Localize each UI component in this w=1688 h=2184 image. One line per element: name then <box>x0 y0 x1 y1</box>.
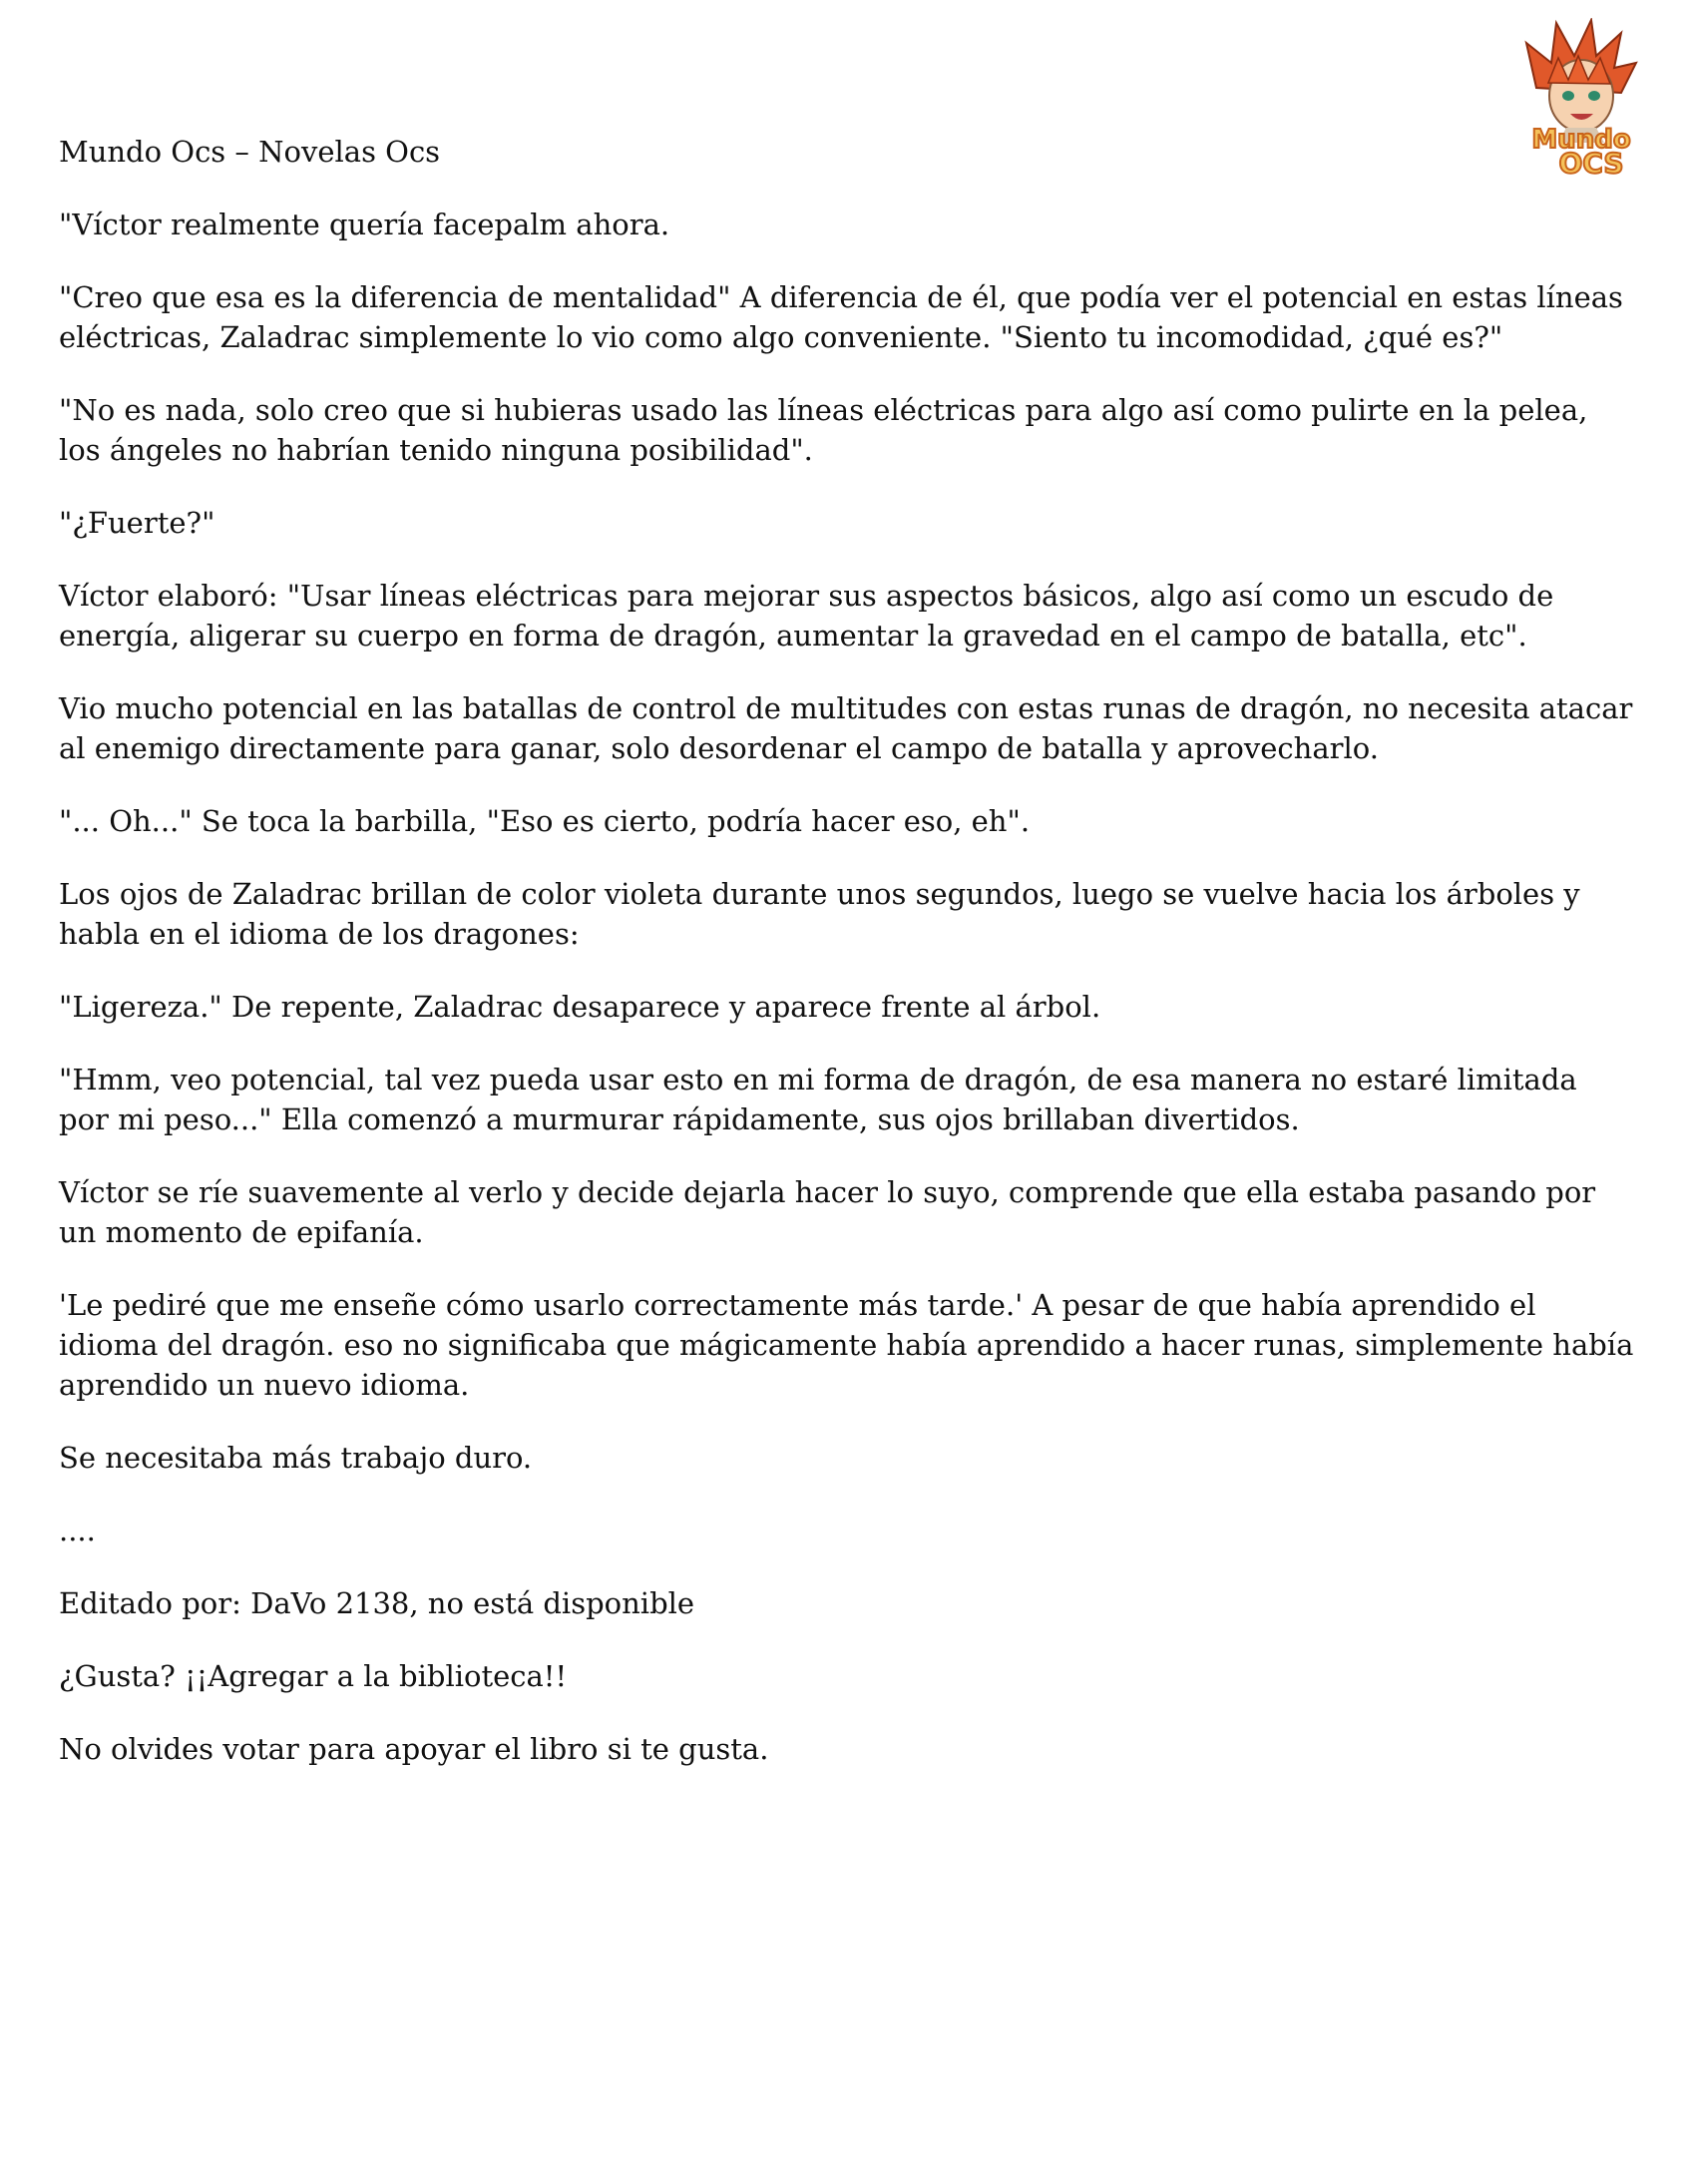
paragraph: Se necesitaba más trabajo duro. <box>59 1441 533 1475</box>
paragraph: "Hmm, veo potencial, tal vez pueda usar esto en mi forma de dragón, de esa manera no estaré limitada por mi peso..." Ella comenzó a murmurar rápidamente, sus ojos brillaban divertidos. <box>59 1063 1586 1136</box>
paragraph: "Víctor realmente quería facepalm ahora. <box>59 208 670 241</box>
paragraph: Editado por: DaVo 2138, no está disponible <box>59 1586 695 1620</box>
paragraph: .... <box>59 1514 96 1547</box>
paragraph: ¿Gusta? ¡¡Agregar a la biblioteca!! <box>59 1659 568 1693</box>
document-page <box>59 132 1643 1802</box>
document-body <box>59 205 1643 1769</box>
paragraph: Víctor se ríe suavemente al verlo y decide dejarla hacer lo suyo, comprende que ella estaba pasando por un momento de epifanía. <box>59 1175 1605 1249</box>
paragraph: "No es nada, solo creo que si hubieras usado las líneas eléctricas para algo así como pulirte en la pelea, los ángeles no habrían tenido ninguna posibilidad". <box>59 393 1597 467</box>
paragraph: "Creo que esa es la diferencia de mentalidad" A diferencia de él, que podía ver el potencial en estas líneas eléctricas, Zaladrac simplemente lo vio como algo conveniente. "Siento tu incomodidad, ¿qué es?" <box>59 280 1633 354</box>
paragraph: "Ligereza." De repente, Zaladrac desaparece y aparece frente al árbol. <box>59 990 1101 1024</box>
paragraph: "¿Fuerte?" <box>59 506 215 540</box>
logo-text-ocs: OCS <box>1558 147 1624 178</box>
logo-text-mundo: Mundo <box>1531 125 1631 155</box>
paragraph: Vio mucho potencial en las batallas de control de multitudes con estas runas de dragón, no necesita atacar al enemigo directamente para ganar, solo desordenar el campo de batalla y aprovecharlo. <box>59 691 1642 765</box>
paragraph: Víctor elaboró: "Usar líneas eléctricas para mejorar sus aspectos básicos, algo así como un escudo de energía, aligerar su cuerpo en forma de dragón, aumentar la gravedad en el campo de batalla, etc". <box>59 579 1563 653</box>
paragraph: Los ojos de Zaladrac brillan de color violeta durante unos segundos, luego se vuelve hacia los árboles y habla en el idioma de los dragones: <box>59 877 1589 951</box>
paragraph: No olvides votar para apoyar el libro si te gusta. <box>59 1732 769 1766</box>
paragraph: "... Oh..." Se toca la barbilla, "Eso es cierto, podría hacer eso, eh". <box>59 804 1031 838</box>
paragraph: 'Le pediré que me enseñe cómo usarlo correctamente más tarde.' A pesar de que había aprendido el idioma del dragón. eso no significaba que mágicamente había aprendido a hacer runas, simplemente había aprendido un nuevo idioma. <box>59 1288 1643 1402</box>
document-header: Mundo Ocs – Novelas Ocs <box>59 135 441 169</box>
